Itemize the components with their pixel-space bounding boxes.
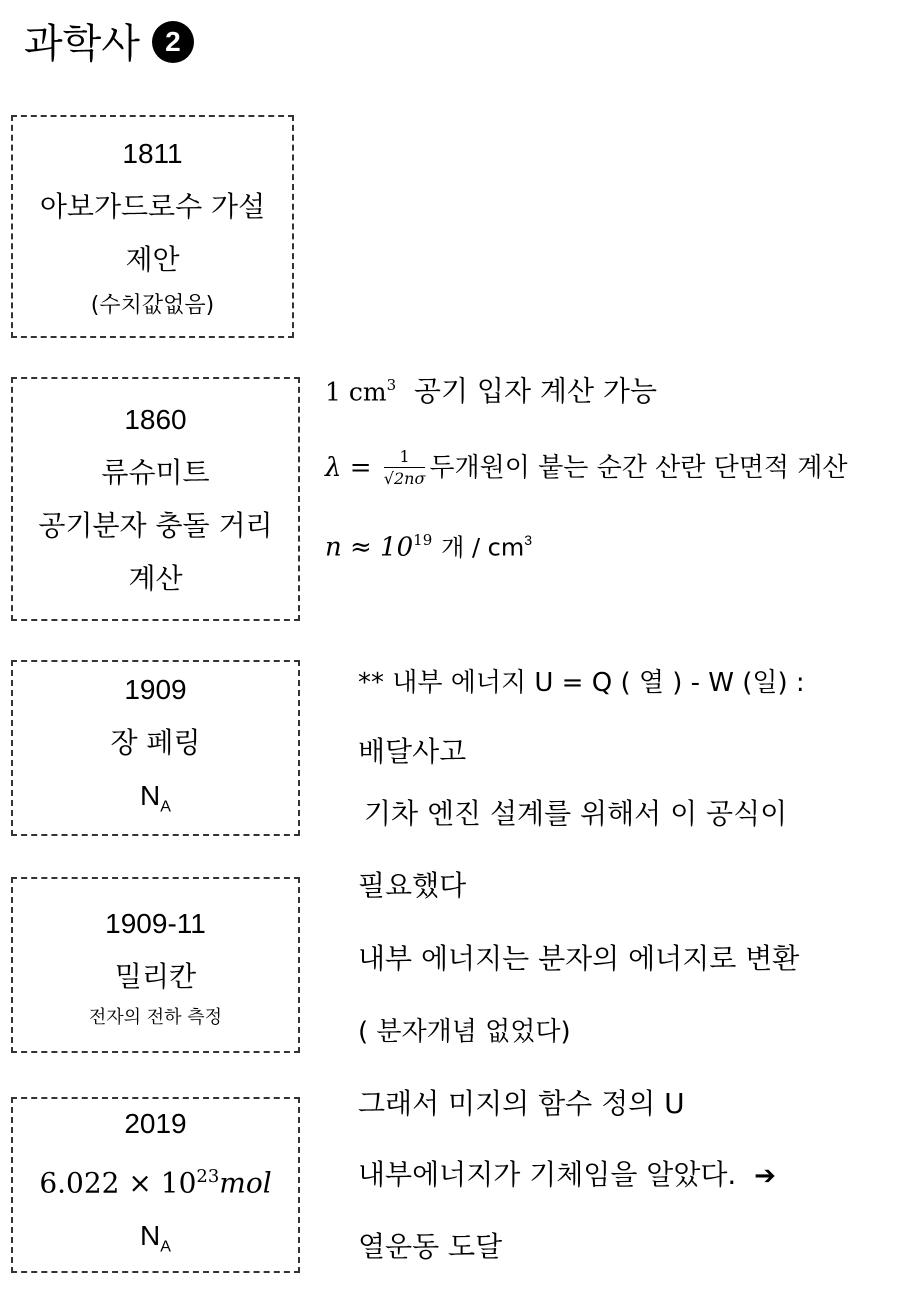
box-year: 1860 <box>124 404 187 435</box>
note-number-density: $n \approx 10^{19}$ 개 / $cm^3$ <box>325 531 533 563</box>
timeline-box-1860 <box>11 377 300 621</box>
avogadro-value: $6.022 \times 10^{23}mol$ <box>39 1165 272 1199</box>
timeline-box-2019 <box>11 1097 300 1273</box>
page-title <box>24 18 194 70</box>
note-no-concept: ( 분자개념 없었다) <box>358 1017 571 1047</box>
note-internal-energy: ** 내부 에너지 U = Q ( 열 ) - W (일) : <box>358 668 805 698</box>
avogadro-symbol: $N_A$ <box>140 779 171 816</box>
formula-fraction: $\frac{1}{√2n\sigma}$ <box>383 446 426 488</box>
note-needed: 필요했다 <box>358 869 467 902</box>
timeline-box-1909 <box>11 660 300 836</box>
note-engine: 기차 엔진 설계를 위해서 이 공식이 <box>364 797 788 830</box>
box-line: 공기분자 충돌 거리 <box>38 509 273 542</box>
note-define-function: 그래서 미지의 함수 정의 U <box>358 1087 685 1120</box>
box-line: 류슈미트 <box>101 456 210 489</box>
note-convert: 내부 에너지는 분자의 에너지로 변환 <box>358 942 800 975</box>
box-line: 계산 <box>128 562 183 595</box>
number-badge: 2 <box>152 21 194 63</box>
box-year: 2019 <box>124 1107 187 1139</box>
box-year: 1811 <box>122 138 183 169</box>
note-air-volume: 1 $cm^3$ 공기 입자 계산 가능 <box>325 374 658 408</box>
avogadro-symbol: $N_A$ <box>140 1219 171 1256</box>
note-mean-free-path: λ = $\frac{1}{√2n\sigma}$ 두개원이 붙는 순간 산란 단면적 계산 <box>325 446 848 488</box>
box-line: 제안 <box>125 243 180 276</box>
box-line: (수치값없음) <box>90 293 215 318</box>
title-text: 과학사 <box>24 21 140 67</box>
box-line: 아보가드로수 가설 <box>39 190 266 223</box>
box-year: 1909-11 <box>105 908 206 939</box>
box-line: 전자의 전하 측정 <box>88 1007 223 1028</box>
note-delivery: 배달사고 <box>358 735 467 768</box>
note-heat-motion: 열운동 도달 <box>358 1230 503 1263</box>
timeline-box-1811 <box>11 115 294 338</box>
box-line: 밀리칸 <box>114 960 197 993</box>
box-line: 장 페링 <box>110 725 201 759</box>
box-year: 1909 <box>124 673 187 705</box>
timeline-box-1909-11 <box>11 877 300 1053</box>
note-gas: 내부에너지가 기체임을 알았다. ➔ <box>358 1158 776 1191</box>
arrow-right-icon: ➔ <box>754 1161 776 1191</box>
